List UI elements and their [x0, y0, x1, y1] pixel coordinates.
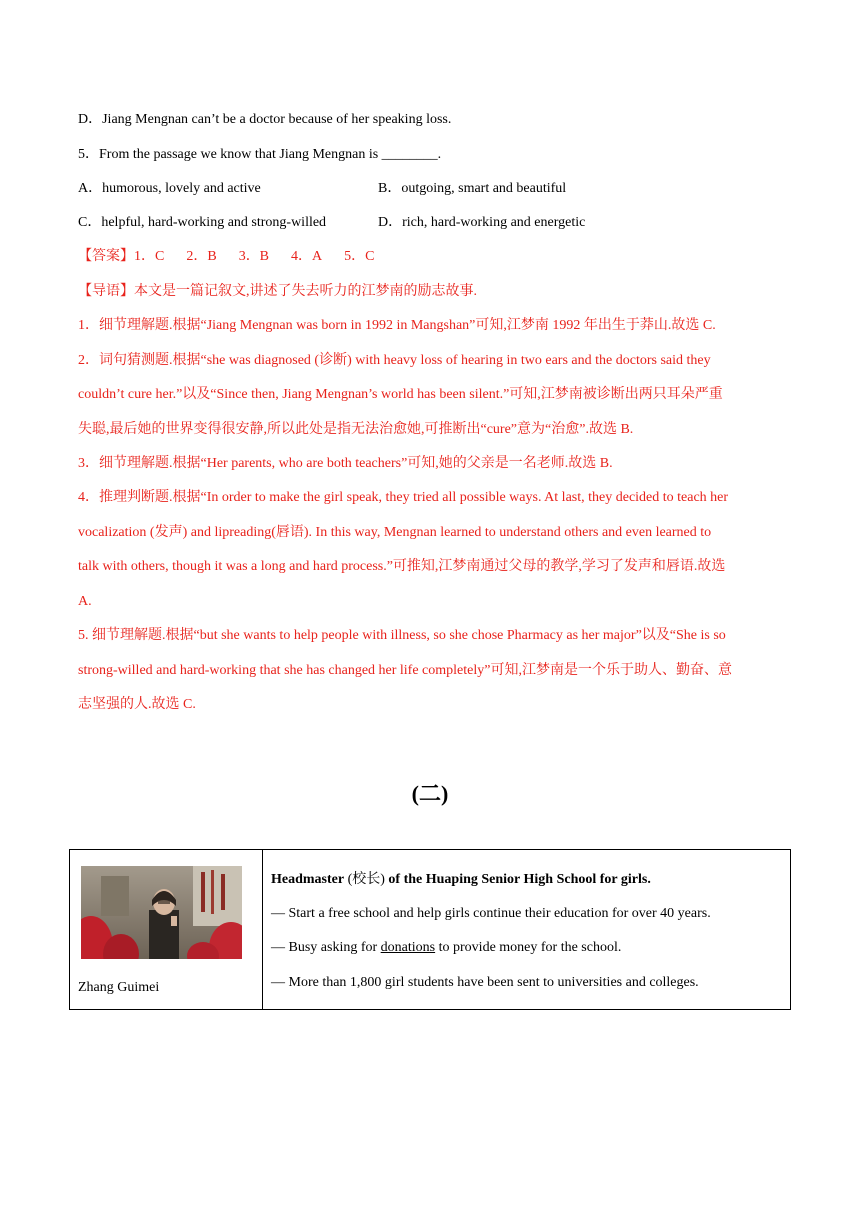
- section-title: (二): [411, 781, 449, 806]
- profile-caption: Zhang Guimei: [78, 980, 160, 995]
- q5-option-d: D．rich, hard-working and energetic: [378, 215, 586, 230]
- donations-word: donations: [380, 940, 436, 955]
- answer-item: 3．B: [238, 249, 270, 264]
- explanation-line: vocalization (发声) and lipreading(唇语). In this way, Mengnan learned to understand others and even learned to: [78, 525, 712, 540]
- profile-details: [263, 850, 790, 1009]
- profile-photo: [81, 866, 242, 959]
- q5-option-b: B．outgoing, smart and beautiful: [378, 181, 567, 196]
- explanation-line: strong-willed and hard-working that she has changed her life completely”可知,江梦南是一个乐于助人、勤奋、意: [78, 663, 732, 678]
- q4-option-d: D．Jiang Mengnan can’t be a doctor because of her speaking loss.: [78, 112, 452, 127]
- answer-item: 4．A: [291, 249, 323, 264]
- q5-stem: 5．From the passage we know that Jiang Mengnan is ________.: [78, 147, 442, 162]
- profile-item-2: [271, 938, 621, 958]
- answer-item: 5．C: [344, 249, 375, 264]
- explanation-line: 1．细节理解题.根据“Jiang Mengnan was born in 1992 in Mangshan”可知,江梦南 1992 年出生于莽山.故选 C.: [78, 318, 716, 333]
- profile-photo-cell: [70, 850, 263, 1009]
- profile-card: [69, 849, 791, 1010]
- answer-item: 1．C: [134, 249, 165, 264]
- item2-prefix: — Busy asking for: [271, 940, 381, 955]
- answer-label: 【答案】: [78, 249, 134, 264]
- explanation-line: talk with others, though it was a long and hard process.”可推知,江梦南通过父母的教学,学习了发声和唇语.故选: [78, 559, 726, 574]
- q5-options-row-1: [78, 179, 778, 199]
- guide-text: 【导语】本文是一篇记叙文,讲述了失去听力的江梦南的励志故事.: [78, 284, 477, 299]
- heading-school: of the Huaping Senior High School for girls.: [388, 872, 651, 887]
- q5-options-row-2: [78, 213, 778, 233]
- explanation-line: 失聪,最后她的世界变得很安静,所以此处是指无法治愈她,可推断出“cure”意为“治愈”.故选 B.: [78, 422, 634, 437]
- answer-item: 2．B: [186, 249, 217, 264]
- q5-option-c: C．helpful, hard-working and strong-willed: [78, 215, 327, 230]
- profile-item-3: — More than 1,800 girl students have been sent to universities and colleges.: [271, 975, 699, 990]
- answer-key: [78, 247, 397, 267]
- heading-gloss: (校长): [344, 872, 389, 887]
- explanation-line: 3．细节理解题.根据“Her parents, who are both teachers”可知,她的父亲是一名老师.故选 B.: [78, 456, 613, 471]
- profile-heading: [271, 870, 651, 890]
- explanation-line: 2．词句猜测题.根据“she was diagnosed (诊断) with heavy loss of hearing in two ears and the doctors said they: [78, 353, 711, 368]
- explanation-line: 5. 细节理解题.根据“but she wants to help people with illness, so she chose Pharmacy as her major”以及“She is so: [78, 628, 726, 643]
- item2-suffix: to provide money for the school.: [435, 940, 622, 955]
- explanation-line: A.: [78, 594, 92, 609]
- profile-item-1: — Start a free school and help girls continue their education for over 40 years.: [271, 906, 711, 921]
- q5-option-a: A．humorous, lovely and active: [78, 181, 261, 196]
- explanation-line: 4．推理判断题.根据“In order to make the girl speak, they tried all possible ways. At last, they decided to teach her: [78, 490, 729, 505]
- heading-title: Headmaster: [271, 872, 345, 887]
- explanation-line: couldn’t cure her.”以及“Since then, Jiang Mengnan’s world has been silent.”可知,江梦南被诊断出两只耳朵严重: [78, 387, 723, 402]
- explanation-line: 志坚强的人.故选 C.: [78, 697, 196, 712]
- profile-photo-image: [81, 866, 242, 959]
